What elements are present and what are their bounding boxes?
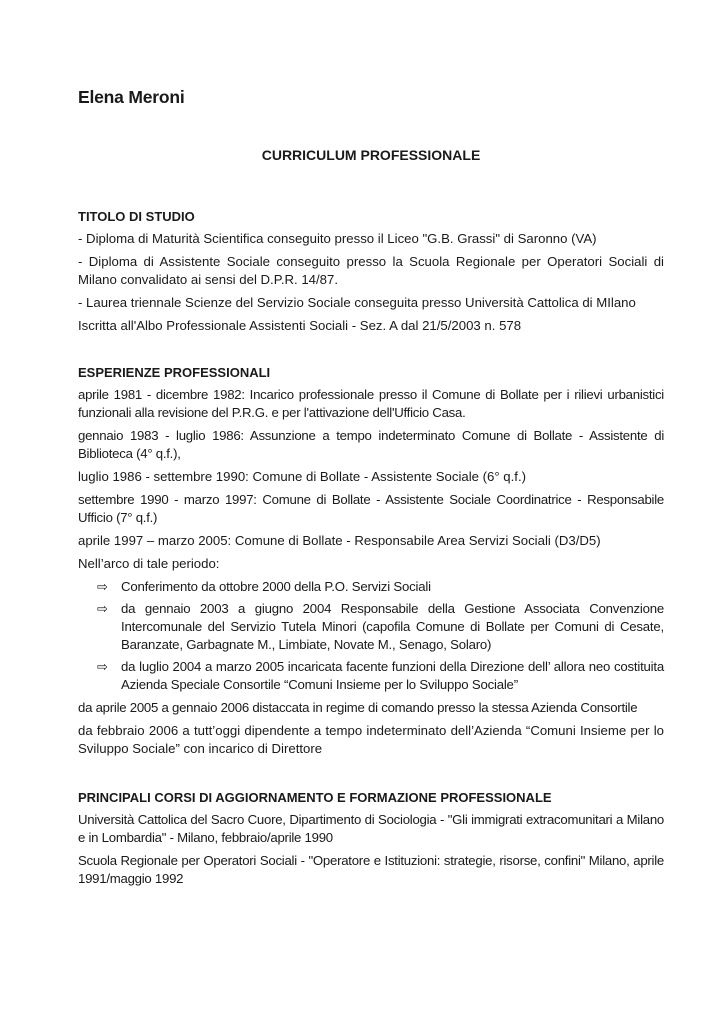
bullet-text: da luglio 2004 a marzo 2005 incaricata facente funzioni della Direzione dell’ allora neo costituita Azienda Speciale Consortile “Comuni Insieme per lo Sviluppo Sociale”: [121, 659, 664, 692]
experience-item: da febbraio 2006 a tutt’oggi dipendente a tempo indeterminato dell’Azienda “Comuni Insieme per lo Sviluppo Sociale” con incarico di Direttore: [78, 723, 664, 756]
document-title: CURRICULUM PROFESSIONALE: [261, 147, 481, 163]
section-esperienze: [78, 364, 664, 758]
list-item: [78, 658, 664, 694]
list-item: [78, 600, 664, 654]
experience-item: da aprile 2005 a gennaio 2006 distaccata in regime di comando presso la stessa Azienda Consortile: [78, 700, 638, 715]
section-heading: ESPERIENZE PROFESSIONALI: [78, 365, 271, 380]
course-item: Università Cattolica del Sacro Cuore, Dipartimento di Sociologia - "Gli immigrati extracomunitari a Milano e in Lombardia" - Milano, febbraio/aprile 1990: [78, 812, 664, 845]
experience-item: settembre 1990 - marzo 1997: Comune di Bollate - Assistente Sociale Coordinatrice - Responsabile Ufficio (7° q.f.): [78, 492, 664, 525]
experience-item: aprile 1981 - dicembre 1982: Incarico professionale presso il Comune di Bollate per i rilievi urbanistici funzionali alla revisione del P.R.G. e per l'attivazione dell'Ufficio Casa.: [78, 387, 664, 420]
list-item: [78, 578, 664, 596]
document-page: [78, 0, 664, 1024]
bullet-text: Conferimento da ottobre 2000 della P.O. Servizi Sociali: [121, 579, 431, 594]
experience-item: luglio 1986 - settembre 1990: Comune di Bollate - Assistente Sociale (6° q.f.): [78, 469, 527, 484]
experience-item: Nell’arco di tale periodo:: [78, 556, 220, 571]
section-titolo-di-studio: [78, 208, 664, 335]
study-item: - Diploma di Assistente Sociale conseguito presso la Scuola Regionale per Operatori Sociali di Milano convalidato ai sensi del D.P.R. 14/87.: [78, 254, 664, 287]
study-item: Iscritta all'Albo Professionale Assistenti Sociali - Sez. A dal 21/5/2003 n. 578: [78, 318, 522, 333]
section-heading: PRINCIPALI CORSI DI AGGIORNAMENTO E FORMAZIONE PROFESSIONALE: [78, 790, 552, 805]
study-item: - Diploma di Maturità Scientifica conseguito presso il Liceo "G.B. Grassi" di Saronno (VA): [78, 231, 597, 246]
document-body: [78, 208, 664, 893]
experience-bullet-list: [78, 578, 664, 694]
study-item: - Laurea triennale Scienze del Servizio Sociale conseguita presso Università Cattolica di MIlano: [78, 295, 636, 310]
course-item: Scuola Regionale per Operatori Sociali - "Operatore e Istituzioni: strategie, risorse, confini" Milano, aprile 1991/maggio 1992: [78, 853, 664, 886]
section-corsi: [78, 789, 664, 888]
experience-item: gennaio 1983 - luglio 1986: Assunzione a tempo indeterminato Comune di Bollate - Assistente di Biblioteca (4° q.f.),: [78, 428, 664, 461]
bullet-text: da gennaio 2003 a giugno 2004 Responsabile della Gestione Associata Convenzione Intercomunale del Servizio Tutela Minori (capofila Comune di Bollate per Comuni di Cesate, Baranzate, Garbagnate M., Limbiate, Novate M., Senago, Solaro): [121, 601, 664, 652]
arrow-right-icon: ⇨: [97, 659, 108, 674]
experience-item: aprile 1997 – marzo 2005: Comune di Bollate - Responsabile Area Servizi Sociali (D3/D5): [78, 533, 601, 548]
arrow-right-icon: ⇨: [97, 579, 108, 594]
section-heading: TITOLO DI STUDIO: [78, 209, 195, 224]
person-name: Elena Meroni: [78, 87, 185, 107]
arrow-right-icon: ⇨: [97, 601, 108, 616]
